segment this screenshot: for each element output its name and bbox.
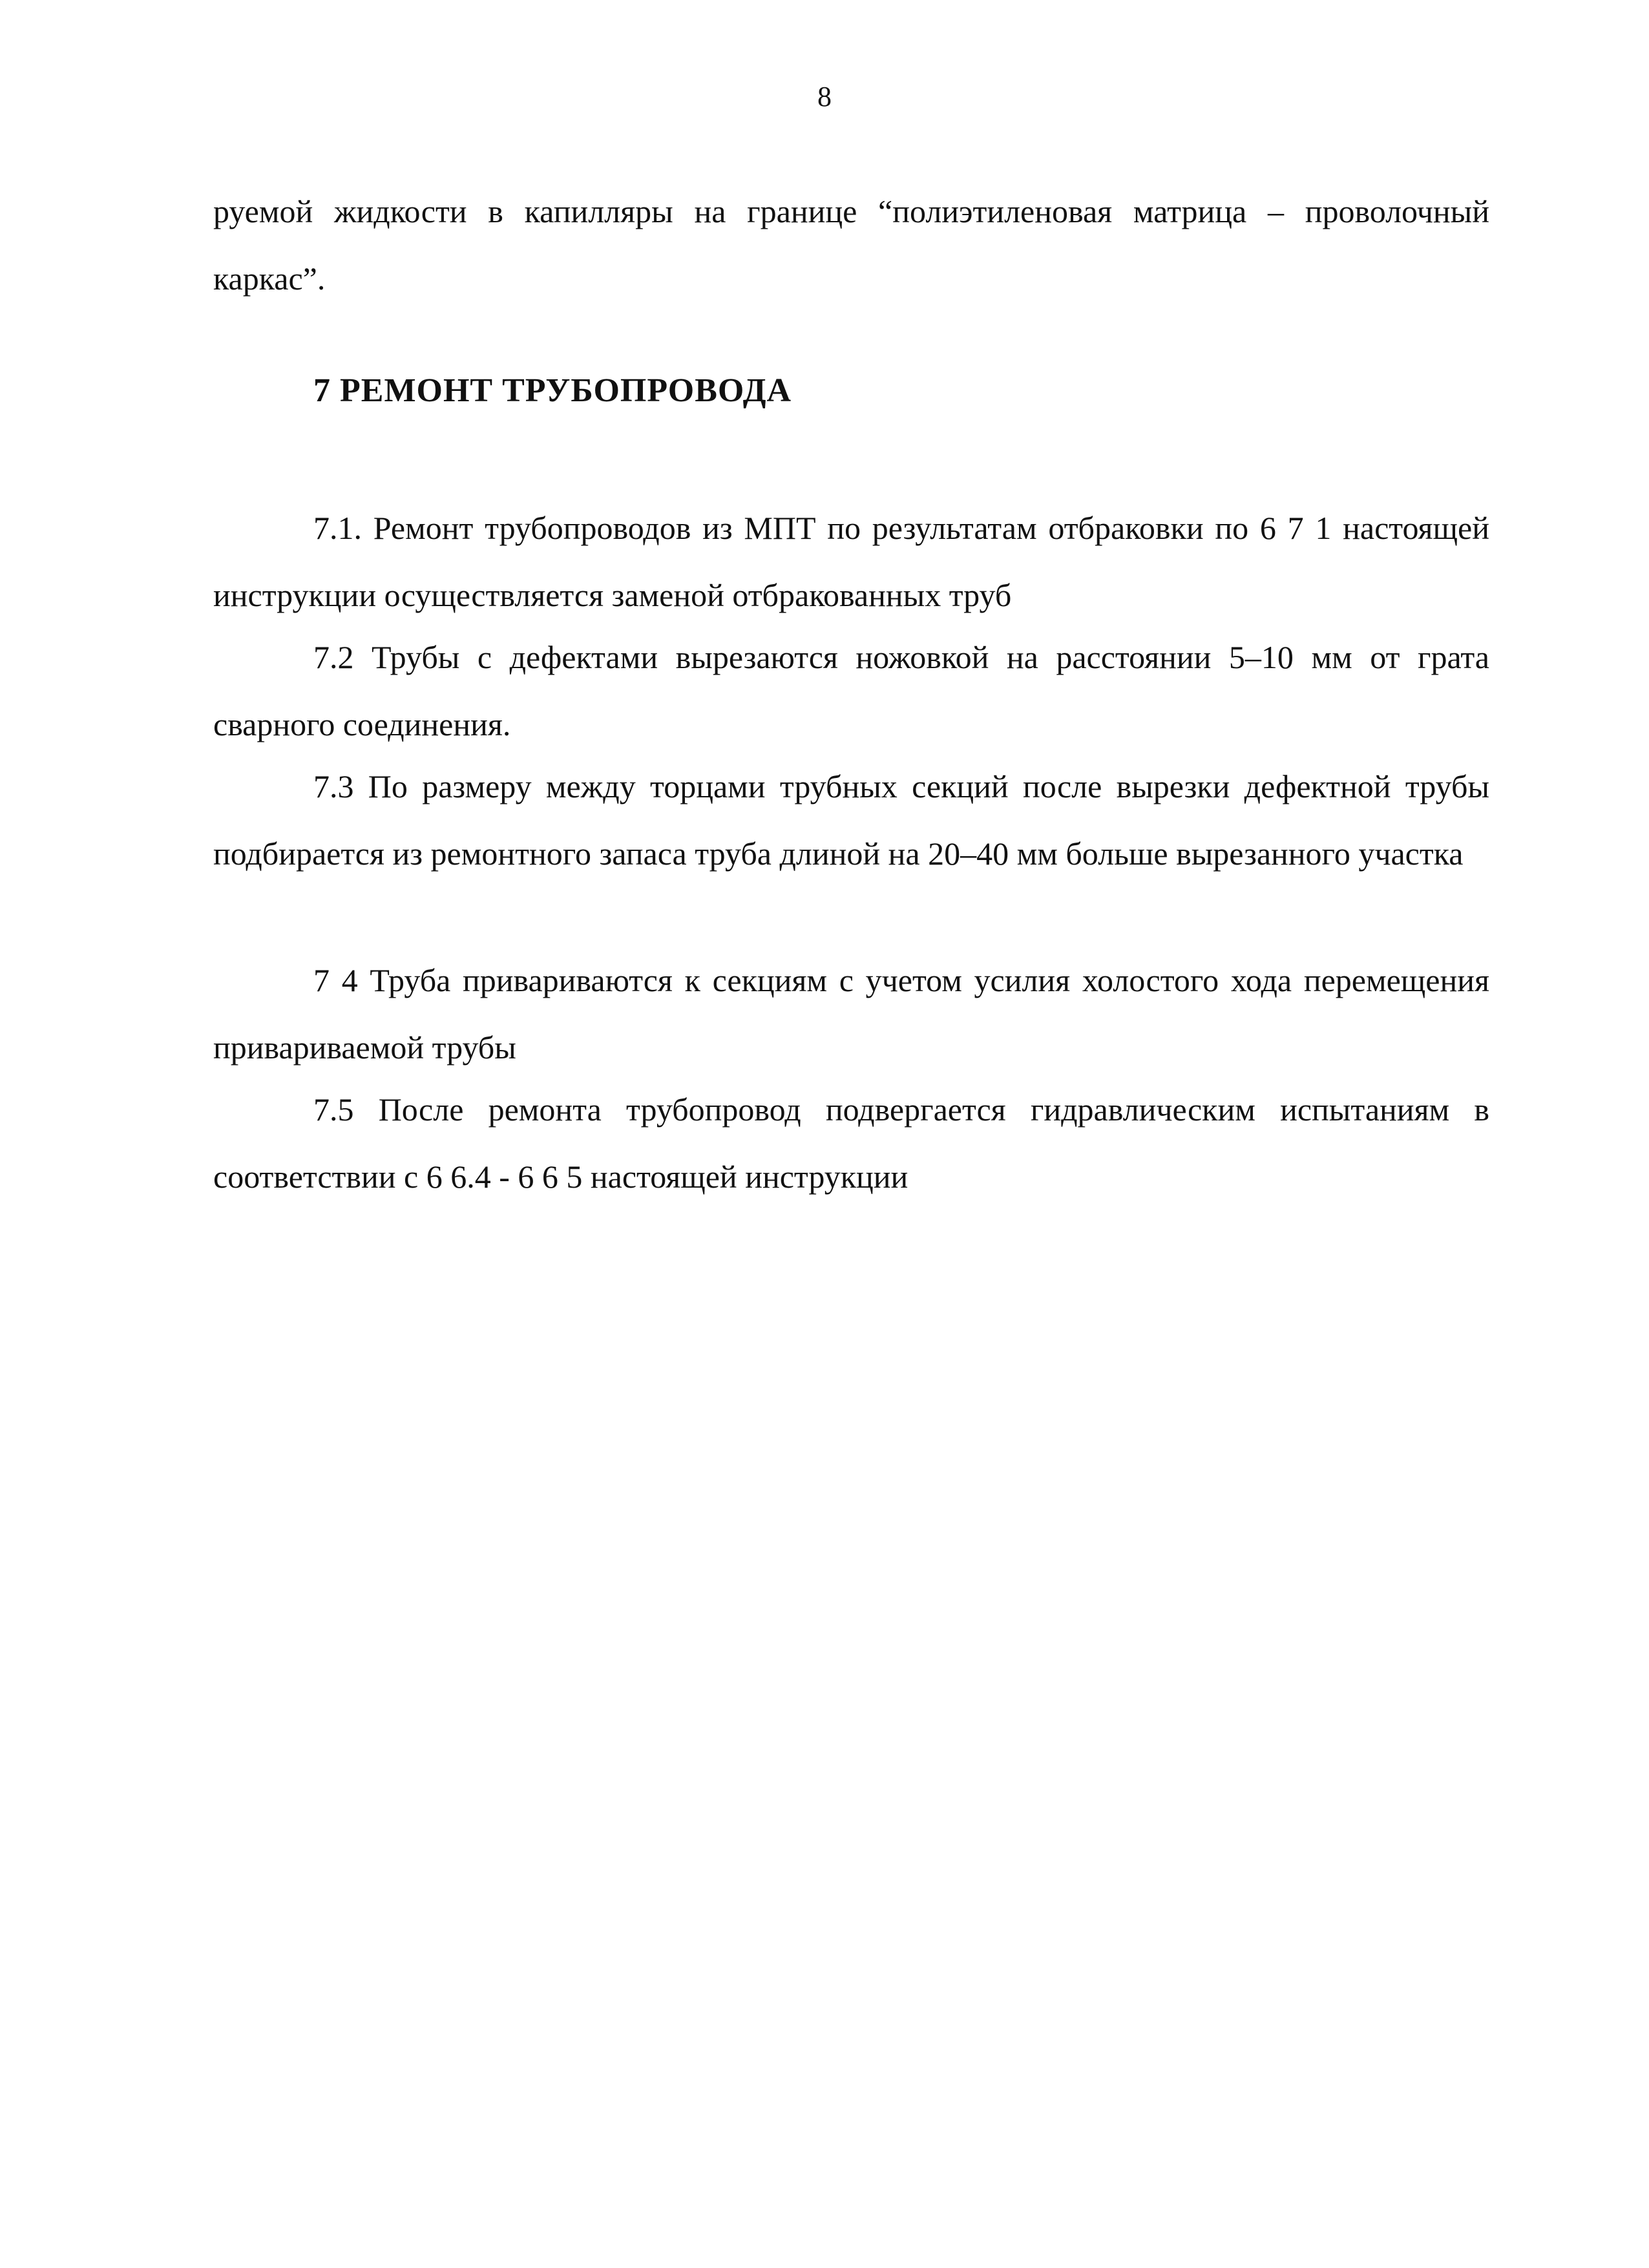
paragraph-7-2: 7.2 Трубы с дефектами вырезаются ножовкой на расстоянии 5–10 мм от грата сварного соединения. xyxy=(213,639,1489,742)
continuation-paragraph: руемой жидкости в капилляры на границе “полиэтиленовая матрица – проволочный каркас”. xyxy=(213,193,1489,297)
paragraph-7-5: 7.5 После ремонта трубопровод подвергается гидравлическим испытаниям в соответствии с 6 6.4 - 6 6 5 настоящей инструкции xyxy=(213,1091,1489,1195)
paragraph-7-4: 7 4 Труба привариваются к секциям с учетом усилия холостого хода перемещения привариваемой трубы xyxy=(213,962,1489,1066)
page-number: 8 xyxy=(817,81,832,112)
section-heading: 7 РЕМОНТ ТРУБОПРОВОДА xyxy=(313,372,792,409)
paragraph-7-3: 7.3 По размеру между торцами трубных секций после вырезки дефектной трубы подбирается из ремонтного запаса труба длиной на 20–40 мм больше вырезанного участка xyxy=(213,768,1489,872)
paragraph-7-1: 7.1. Ремонт трубопроводов из МПТ по результатам отбраковки по 6 7 1 настоящей инструкции осуществляется заменой отбракованных труб xyxy=(213,510,1489,613)
